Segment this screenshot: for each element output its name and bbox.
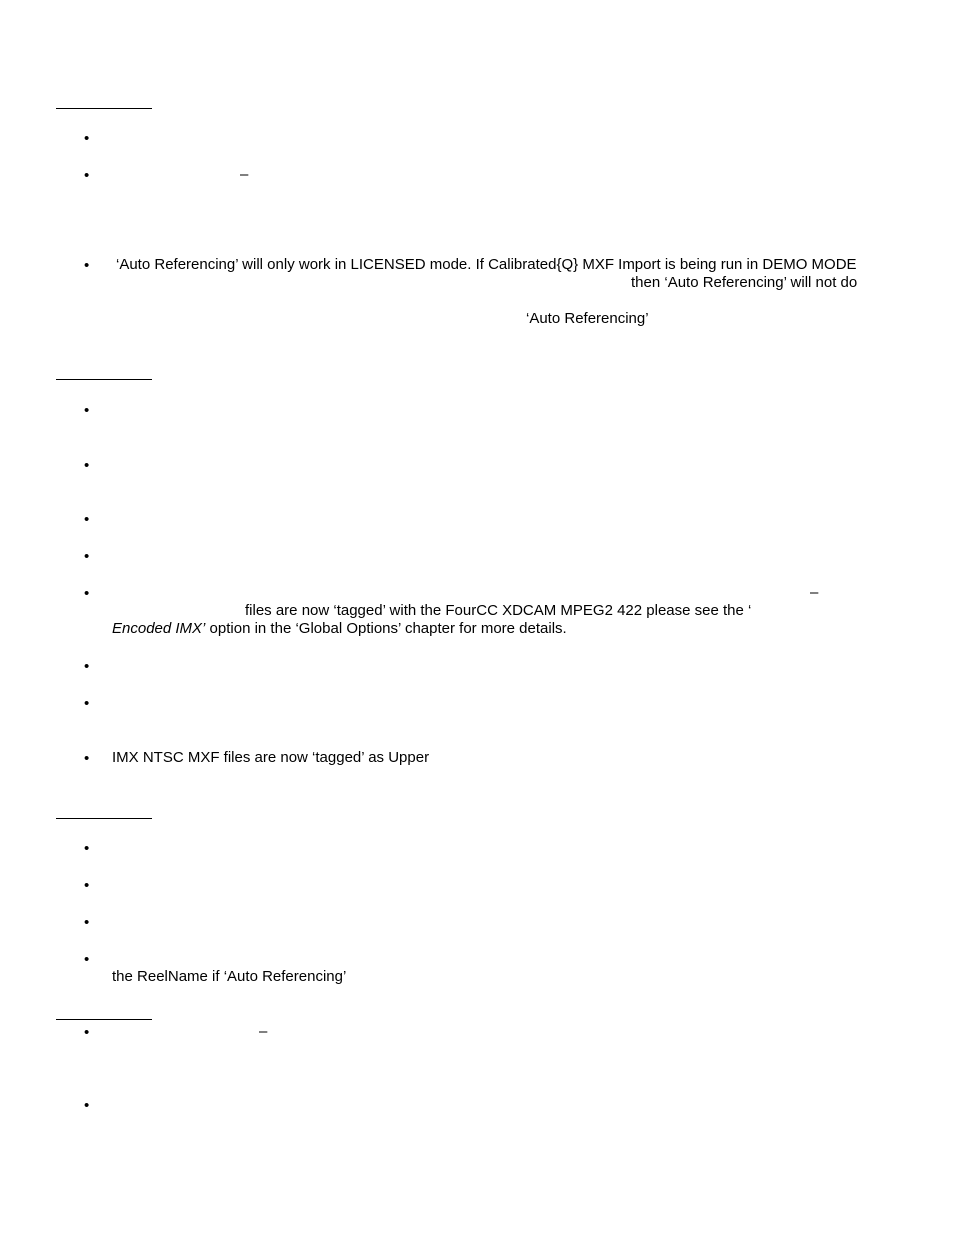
bullet: • (84, 695, 90, 712)
bullet: • (84, 548, 90, 565)
bullet: • (84, 511, 90, 528)
bullet: • (84, 914, 90, 931)
section-divider-2 (56, 379, 152, 380)
bullet: • (84, 457, 90, 474)
auto-referencing-note-line-2: then ‘Auto Referencing’ will not do (631, 274, 858, 291)
section-divider-1 (56, 108, 152, 109)
bullet: • (84, 840, 90, 857)
section-divider-4 (56, 1019, 152, 1020)
bullet: • (84, 750, 90, 767)
bullet: • (84, 877, 90, 894)
reelname-note: the ReelName if ‘Auto Referencing’ (112, 968, 347, 985)
bullet: • (84, 1024, 90, 1041)
dash-mark: – (259, 1023, 268, 1040)
section-divider-3 (56, 818, 152, 819)
global-options-reference: option in the ‘Global Options’ chapter for more details. (205, 620, 567, 637)
bullet: • (84, 951, 90, 968)
bullet: • (84, 585, 90, 602)
bullet: • (84, 167, 90, 184)
bullet: • (84, 130, 90, 147)
dash-mark: – (240, 166, 249, 183)
fourcc-tag-line-1: files are now ‘tagged’ with the FourCC XDCAM MPEG2 422 please see the ‘ (245, 602, 752, 619)
bullet: • (84, 1097, 90, 1114)
encoded-imx-option-name: Encoded IMX’ (112, 620, 206, 637)
dash-mark: – (810, 584, 819, 601)
fourcc-tag-line-2 (112, 620, 567, 638)
bullet: • (84, 402, 90, 419)
bullet: • (84, 257, 90, 274)
auto-referencing-note-line-1: ‘Auto Referencing’ will only work in LICENSED mode. If Calibrated{Q} MXF Import is being run in DEMO MODE (116, 256, 857, 273)
imx-ntsc-note: IMX NTSC MXF files are now ‘tagged’ as Upper (112, 749, 430, 766)
auto-referencing-note-line-3: ‘Auto Referencing’ (526, 310, 649, 327)
bullet: • (84, 658, 90, 675)
